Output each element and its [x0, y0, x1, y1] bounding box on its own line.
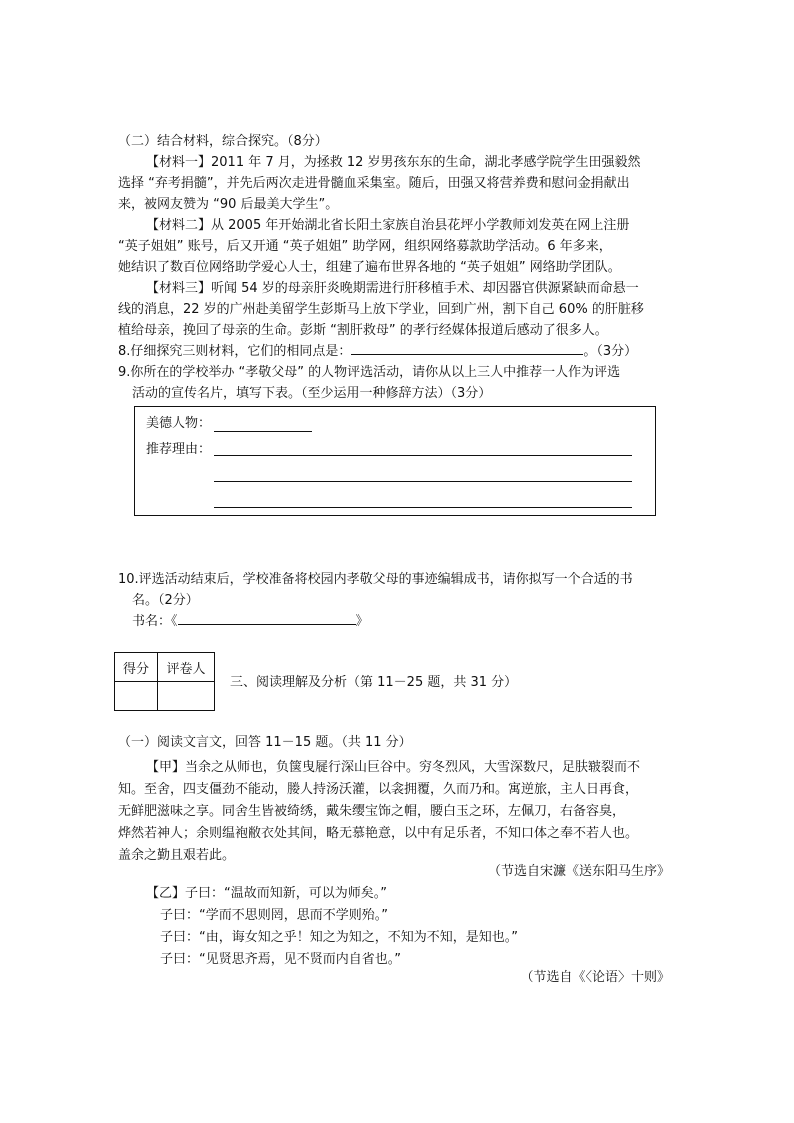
person-label: 美德人物： — [146, 416, 212, 431]
answer-blank-q8[interactable] — [351, 354, 583, 355]
book-title-close: 》 — [355, 614, 369, 629]
book-title-row — [132, 612, 369, 632]
section-heading: （二）结合材料，综合探究。（8分） — [118, 134, 328, 149]
question-9-line: 活动的宣传名片，填写下表。（至少运用一种修辞方法）（3分） — [132, 386, 492, 401]
material-3-line: 植给母亲，挽回了母亲的生命。彭斯 “割肝救母” 的孝行经媒体报道后感动了很多人。 — [118, 323, 608, 338]
passage-yi-line: 子曰：“学而不思则罔，思而不学则殆。” — [160, 908, 388, 923]
question-10-line: 10.评选活动结束后，学校准备将校园内孝敬父母的事迹编辑成书，请你拟写一个合适的书 — [118, 572, 633, 587]
score-table — [114, 652, 215, 711]
material-2-line: 她结识了数百位网络助学爱心人士，组建了遍布世界各地的 “英子姐姐” 网络助学团队。 — [118, 260, 621, 275]
passage-jia-line: 盖余之勤且艰若此。 — [118, 848, 236, 863]
passage-yi-source: （节选自《〈论语〉十则》 — [520, 970, 670, 985]
material-2-line: 【材料二】从 2005 年开始湖北省长阳土家族自治县花坪小学教师刘发英在网上注册 — [146, 218, 630, 233]
reason-input-line[interactable] — [214, 507, 632, 508]
book-title-label: 书名：《 — [132, 614, 178, 629]
material-3-line: 【材料三】听闻 54 岁的母亲肝炎晚期需进行肝移植手术、却因器官供源紧缺而命悬一 — [146, 281, 639, 296]
classical-heading: （一）阅读文言文，回答 11－15 题。（共 11 分） — [118, 735, 412, 750]
reason-input-line[interactable] — [214, 481, 632, 482]
material-3-line: 线的消息，22 岁的广州赴美留学生彭斯马上放下学业，回到广州，割下自己 60% 的肝脏移 — [118, 302, 644, 317]
reason-input-line[interactable] — [214, 455, 632, 456]
passage-jia-line: 烨然若神人；余则缊袍敝衣处其间，略无慕艳意，以中有足乐者，不知口体之奉不若人也。 — [118, 826, 639, 841]
passage-jia-line: 知。至舍，四支僵劲不能动，媵人持汤沃灌，以衾拥覆，久而乃和。寓逆旅，主人日再食， — [118, 782, 639, 797]
passage-yi-line: 子曰：“由，诲女知之乎！知之为知之，不知为不知，是知也。” — [160, 930, 518, 945]
passage-yi-line: 【乙】子曰：“温故而知新，可以为师矣。” — [146, 886, 387, 901]
material-1-line: 来，被网友赞为 “90 后最美大学生”。 — [118, 197, 339, 212]
book-title-blank[interactable] — [178, 624, 356, 625]
passage-jia-source: （节选自宋濂《送东阳马生序》 — [487, 864, 670, 879]
question-9-line: 9.你所在的学校举办 “孝敬父母” 的人物评选活动，请你从以上三人中推荐一人作为评选 — [118, 365, 621, 380]
passage-jia-line: 【甲】当余之从师也，负箧曳屣行深山巨谷中。穷冬烈风，大雪深数尺，足肤皲裂而不 — [146, 760, 641, 775]
recommendation-card — [134, 406, 656, 516]
reason-label: 推荐理由： — [146, 442, 212, 457]
passage-yi-line: 子曰：“见贤思齐焉，见不贤而内自省也。” — [160, 952, 401, 967]
grader-cell[interactable] — [158, 682, 215, 711]
score-header: 得分 — [115, 653, 158, 682]
material-1-line: 选择 “弃考捐髓”，并先后两次走进骨髓血采集室。随后，田强又将营养费和慰问金捐献出 — [118, 176, 630, 191]
question-10-line: 名。（2分） — [132, 593, 199, 608]
passage-jia-line: 无鲜肥滋味之享。同舍生皆被绮绣，戴朱缨宝饰之帽，腰白玉之环，左佩刀，右备容臭， — [118, 804, 626, 819]
material-1-line: 【材料一】2011 年 7 月，为拯救 12 岁男孩东东的生命，湖北孝感学院学生田强毅然 — [146, 155, 641, 170]
score-cell[interactable] — [115, 682, 158, 711]
question-8 — [118, 342, 637, 362]
person-input-line[interactable] — [214, 431, 312, 432]
section-3-heading: 三、阅读理解及分析（第 11－25 题，共 31 分） — [230, 675, 518, 690]
question-8-suffix: 。（3分） — [583, 344, 638, 359]
material-2-line: “英子姐姐” 账号，后又开通 “英子姐姐” 助学网，组织网络募款助学活动。6 年多来， — [118, 239, 612, 254]
grader-header: 评卷人 — [158, 653, 215, 682]
question-8-text: 8.仔细探究三则材料，它们的相同点是： — [118, 344, 352, 359]
